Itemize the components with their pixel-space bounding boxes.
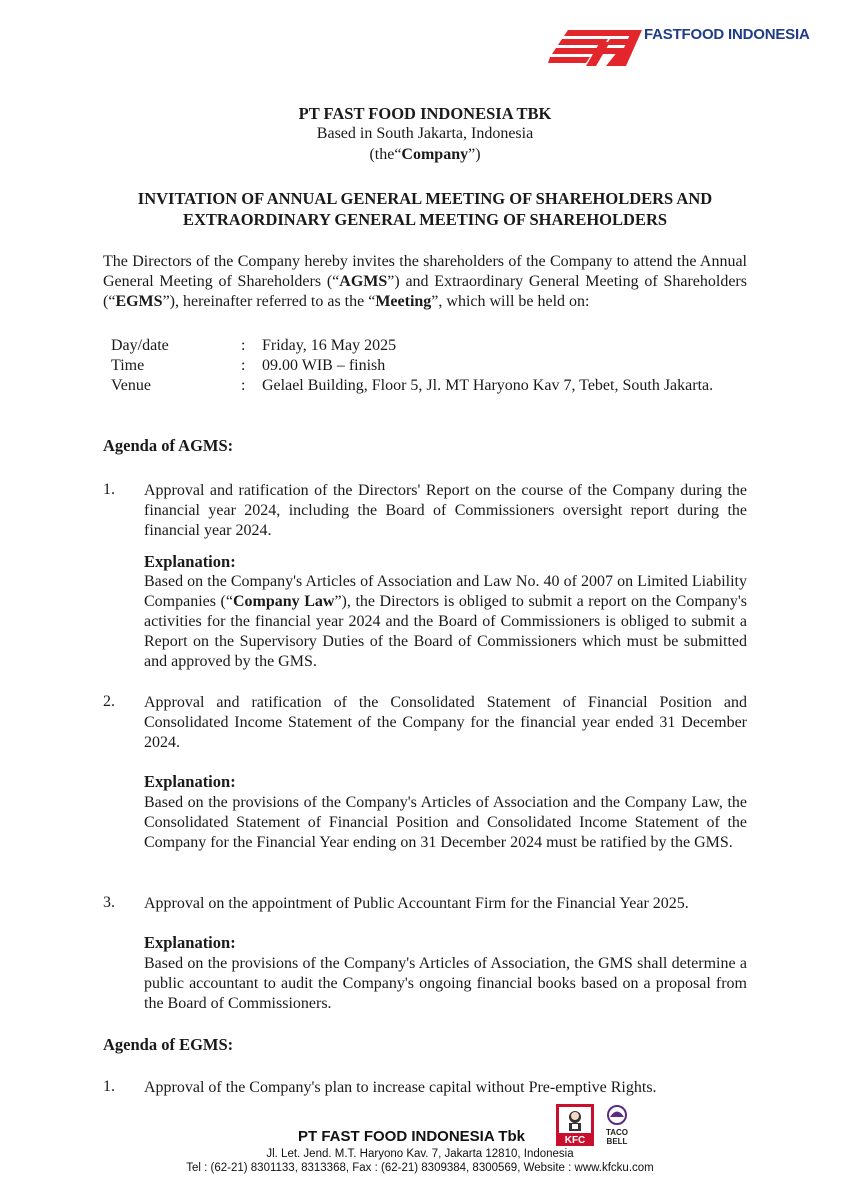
taco-bell-text-1: TACO [605, 1128, 629, 1137]
agms-item-1-explanation-label: Explanation: [144, 552, 236, 571]
meeting-details [111, 336, 713, 396]
agms-item-2-text: Approval and ratification of the Consolidated Statement of Financial Position and Consolidated Income Statement of the Company for the financial year ended 31 December 2024. [144, 694, 747, 751]
detail-row-time [111, 356, 713, 376]
detail-row-venue [111, 376, 713, 396]
agms-item-3-number: 3. [103, 894, 115, 911]
agms-item-2-explanation: Based on the provisions of the Company's Articles of Association and the Company Law, the Consolidated Statement of Financial Position and Consolidated Income Statement of the Company for the Financial Year ending on 31 December 2024 must be ratified by the GMS. [144, 794, 747, 851]
agms-item-3-text: Approval on the appointment of Public Accountant Firm for the Financial Year 2025. [144, 895, 689, 912]
company-name: PT FAST FOOD INDONESIA TBK [298, 104, 552, 123]
invitation-title-line-2: EXTRAORDINARY GENERAL MEETING OF SHAREHOLDERS [182, 210, 668, 229]
detail-colon: : [241, 357, 246, 374]
agms-item-2-number: 2. [103, 693, 115, 710]
agms-item-2-explanation-label: Explanation: [144, 772, 236, 791]
intro-paragraph: The Directors of the Company hereby invites the shareholders of the Company to attend the Annual General Meeting of Shareholders (“AGMS”) and Extraordinary General Meeting of Shareholders (“EGMS”), hereinafter referred to as the “Meeting”, which will be held on: [103, 253, 747, 310]
detail-value: 09.00 WIB – finish [262, 357, 386, 374]
agms-item-1-explanation: Based on the Company's Articles of Association and Law No. 40 of 2007 on Limited Liability Companies (“Company Law”), the Directors is obliged to submit a report on the Company's activities for the financial year 2024 and the Board of Commissioners is obliged to submit a Report on the Supervisory Duties of the Board of Commissioners which must be submitted and approved by the GMS. [144, 573, 747, 670]
detail-value: Friday, 16 May 2025 [262, 337, 397, 354]
agms-item-3-explanation-label: Explanation: [144, 933, 236, 952]
detail-colon: : [241, 337, 246, 354]
invitation-title [0, 188, 850, 230]
detail-label: Time [111, 357, 145, 374]
kfc-logo-text: KFC [564, 1135, 586, 1146]
invitation-title-line-1: INVITATION OF ANNUAL GENERAL MEETING OF SHAREHOLDERS AND [137, 189, 713, 208]
egms-item-1-number: 1. [103, 1078, 115, 1095]
detail-label: Venue [111, 377, 151, 394]
company-location: Based in South Jakarta, Indonesia [316, 125, 534, 142]
agms-item-1-text: Approval and ratification of the Directors' Report on the course of the Company during the financial year 2024, including the Board of Commissioners oversight report during the financial year 2024. [144, 482, 747, 539]
taco-bell-text-2: BELL [606, 1137, 628, 1146]
company-definition: (the“Company”) [369, 146, 481, 163]
footer-address: Jl. Let. Jend. M.T. Haryono Kav. 7, Jakarta 12810, Indonesia [266, 1148, 574, 1160]
detail-value: Gelael Building, Floor 5, Jl. MT Haryono Kav 7, Tebet, South Jakarta. [262, 377, 714, 394]
taco-bell-logo-icon [606, 1106, 628, 1146]
detail-row-date [111, 336, 713, 356]
footer-brand-logos [556, 1104, 636, 1150]
egms-heading: Agenda of EGMS: [103, 1035, 234, 1054]
egms-item-1-text: Approval of the Company's plan to increase capital without Pre-emptive Rights. [144, 1079, 657, 1096]
agms-item-1-number: 1. [103, 481, 115, 498]
detail-colon: : [241, 377, 246, 394]
agms-heading: Agenda of AGMS: [103, 436, 234, 455]
detail-label: Day/date [111, 337, 169, 354]
brand-name: FASTFOOD INDONESIA [644, 26, 810, 43]
agms-item-3-explanation: Based on the provisions of the Company's Articles of Association, the GMS shall determine a public accountant to audit the Company's ongoing financial books based on a proposal from the Board of Commissioners. [144, 955, 747, 1012]
footer-contact: Tel : (62-21) 8301133, 8313368, Fax : (62-21) 8309384, 8300569, Website : www.kfcku.com [186, 1162, 654, 1174]
footer-company-name: PT FAST FOOD INDONESIA Tbk [298, 1128, 525, 1145]
kfc-logo-icon [556, 1104, 594, 1146]
